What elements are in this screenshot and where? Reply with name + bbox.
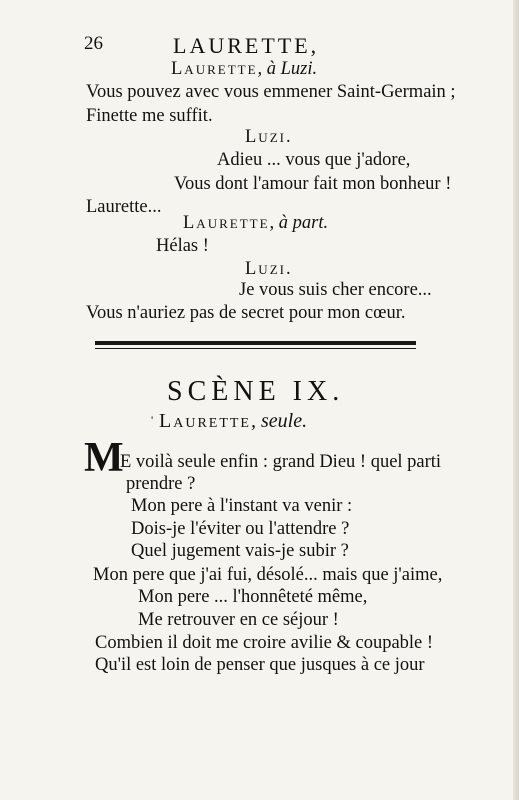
speaker-heading bbox=[171, 60, 317, 79]
speaker-name: Laurette bbox=[171, 59, 258, 79]
verse-line: Hélas ! bbox=[156, 236, 209, 256]
verse-line: Mon pere à l'instant va venir : bbox=[131, 496, 353, 516]
verse-line: Dois-je l'éviter ou l'attendre ? bbox=[131, 519, 350, 539]
verse-line: Laurette... bbox=[86, 197, 162, 217]
printer-mark: ' bbox=[151, 413, 154, 427]
verse-line: prendre ? bbox=[126, 474, 196, 494]
verse-line: Combien il doit me croire avilie & coupable ! bbox=[95, 633, 434, 653]
drop-cap: M bbox=[84, 435, 124, 481]
verse-line: Qu'il est loin de penser que jusques à ce jour bbox=[95, 655, 425, 675]
speaker-name: Laurette bbox=[183, 213, 270, 233]
verse-line: Vous n'auriez pas de secret pour mon cœur. bbox=[86, 303, 406, 323]
speaker-name: Luzi. bbox=[245, 259, 293, 279]
verse-line: Adieu ... vous que j'adore, bbox=[217, 150, 411, 170]
verse-line: Vous dont l'amour fait mon bonheur ! bbox=[174, 174, 452, 194]
verse-line: Quel jugement vais-je subir ? bbox=[131, 541, 349, 561]
running-title: LAURETTE, bbox=[173, 33, 320, 58]
page-edge bbox=[513, 0, 519, 800]
speaker-name: Luzi. bbox=[245, 127, 293, 147]
speaker-heading bbox=[159, 411, 307, 431]
verse-line: Mon pere ... l'honnêteté même, bbox=[138, 587, 368, 607]
verse-line: Vous pouvez avec vous emmener Saint-Germain ; bbox=[86, 82, 456, 102]
stage-direction: , à Luzi. bbox=[257, 59, 318, 79]
divider-rule-thin bbox=[95, 348, 416, 349]
verse-line: Me retrouver en ce séjour ! bbox=[138, 610, 339, 630]
divider-rule bbox=[95, 341, 416, 345]
verse-line: E voilà seule enfin : grand Dieu ! quel parti bbox=[120, 452, 442, 472]
stage-direction: , à part. bbox=[269, 213, 329, 233]
stage-direction: , seule. bbox=[250, 410, 308, 432]
speaker-name: Laurette bbox=[159, 410, 251, 432]
scene-heading: SCÈNE IX. bbox=[167, 376, 345, 407]
speaker-heading bbox=[183, 214, 328, 233]
verse-line: Je vous suis cher encore... bbox=[239, 280, 432, 300]
verse-line: Finette me suffit. bbox=[86, 106, 213, 126]
page-number: 26 bbox=[84, 33, 103, 54]
verse-line: Mon pere que j'ai fui, désolé... mais que j'aime, bbox=[93, 565, 443, 585]
